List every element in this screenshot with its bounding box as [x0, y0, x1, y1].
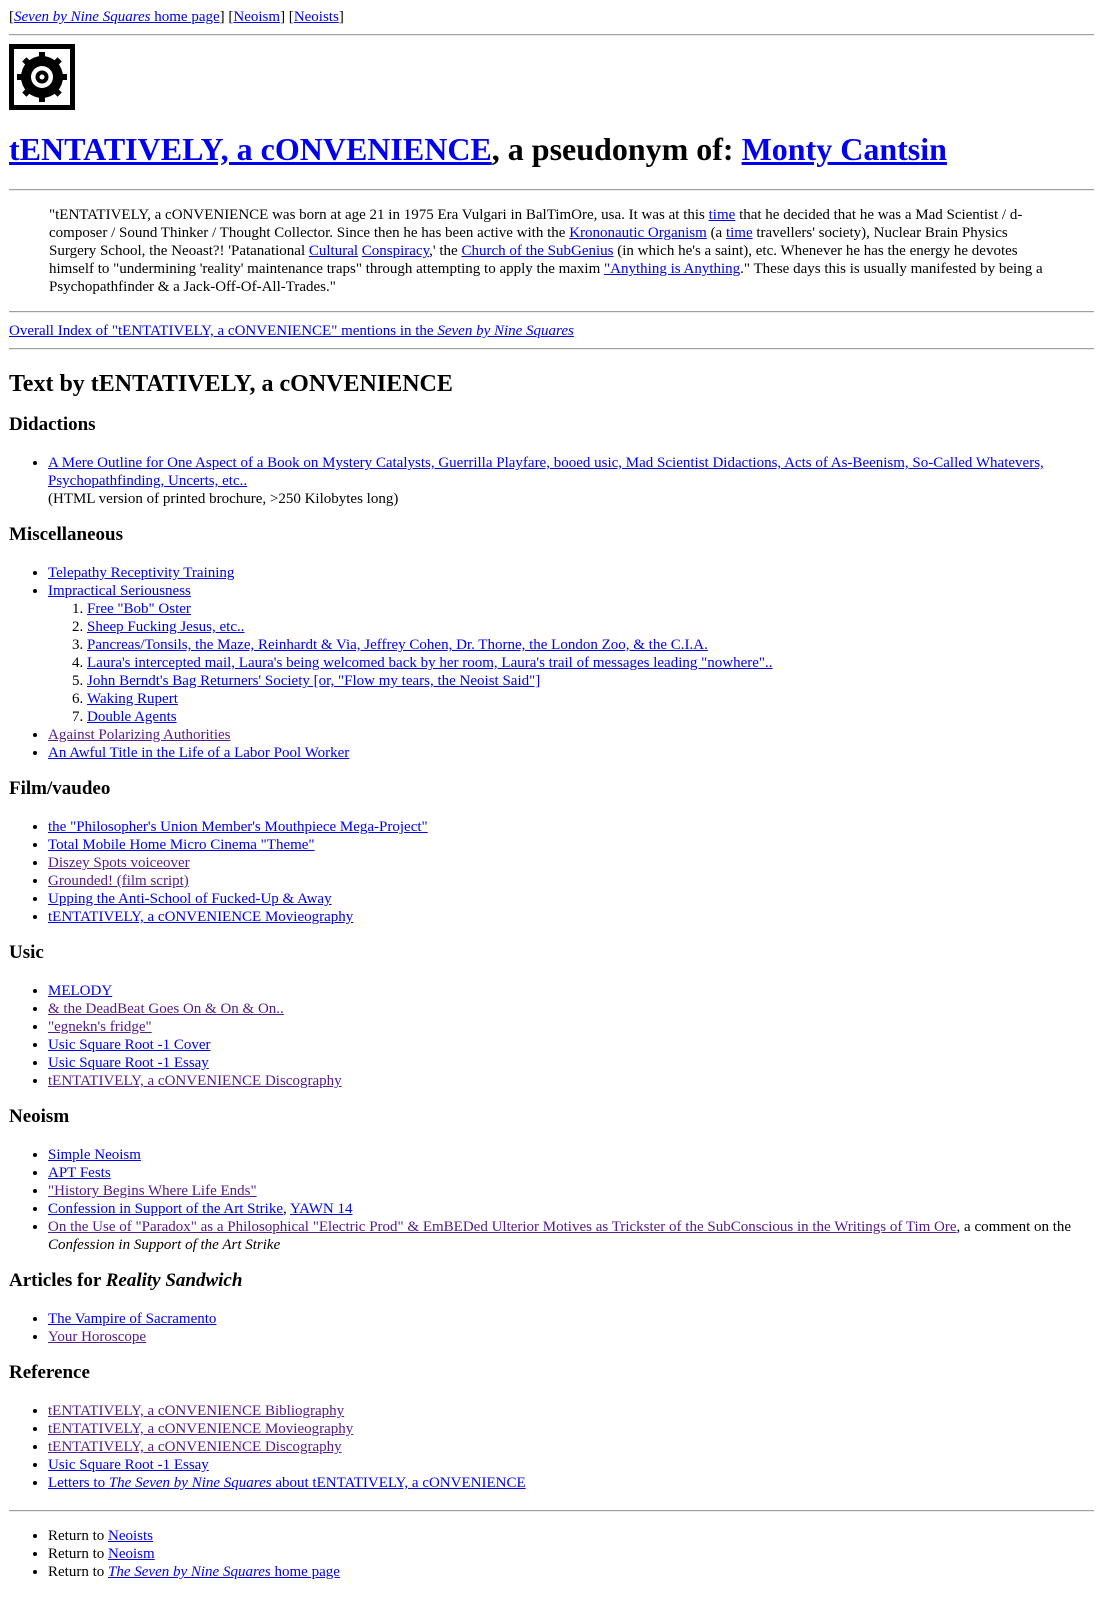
reference-link[interactable]: Usic Square Root -1 Essay [48, 1457, 209, 1473]
list-item [48, 836, 1094, 854]
list-item: • Return to Neoism [48, 1545, 1094, 1563]
usic-link[interactable]: tENTATIVELY, a cONVENIENCE Discography [48, 1073, 342, 1089]
usic-list [9, 982, 1094, 1090]
film-link[interactable]: Diszey Spots voiceover [48, 855, 190, 871]
divider [9, 348, 1094, 350]
usic-link[interactable]: MELODY [48, 983, 113, 999]
return-neoism-link[interactable]: Neoism [108, 1546, 155, 1562]
church-of-subgenius-link[interactable]: Church of the SubGenius [461, 243, 614, 259]
overall-index-link[interactable]: Overall Index of "tENTATIVELY, a cONVENIENCE" mentions in the Seven by Nine Squares [9, 323, 574, 339]
page-title: tENTATIVELY, a cONVENIENCE, a pseudonym of: Monty Cantsin [9, 131, 947, 167]
home-page-link[interactable]: Seven by Nine Squares home page [14, 9, 220, 25]
return-neoists-link[interactable]: Neoists [108, 1528, 153, 1544]
neoism-link[interactable]: Neoism [233, 9, 281, 25]
list-item [87, 672, 1094, 690]
miscellaneous-heading: Miscellaneous [9, 524, 123, 545]
bracket-text: [ [9, 9, 14, 25]
return-home-link[interactable]: The Seven by Nine Squares home page [108, 1564, 340, 1580]
monty-cantsin-link[interactable]: Monty Cantsin [741, 131, 947, 167]
list-item [48, 1420, 1094, 1438]
return-list [9, 1527, 1094, 1581]
reality-sandwich-heading: Articles for Reality Sandwich [9, 1270, 243, 1291]
list-item [48, 854, 1094, 872]
didactions-list [9, 454, 1094, 508]
list-item [48, 1054, 1094, 1072]
divider [9, 1510, 1094, 1512]
sub-link[interactable]: John Berndt's Bag Returners' Society [or, "Flow my tears, the Neoist Said"] [87, 673, 541, 689]
tentatively-title-link[interactable]: tENTATIVELY, a cONVENIENCE [9, 131, 492, 167]
film-link[interactable]: the "Philosopher's Union Member's Mouthpiece Mega-Project" [48, 819, 428, 835]
list-item [48, 872, 1094, 890]
reference-heading: Reference [9, 1362, 90, 1383]
circular-gear-icon [14, 49, 70, 105]
list-item [48, 908, 1094, 926]
yawn-14-link[interactable]: YAWN 14 [289, 1201, 353, 1217]
list-item [87, 636, 1094, 654]
list-item [48, 1474, 1094, 1492]
impractical-seriousness-link[interactable]: Impractical Seriousness [48, 583, 191, 599]
sub-link[interactable]: Sheep Fucking Jesus, etc.. [87, 619, 245, 635]
top-navigation: [Seven by Nine Squares home page] [Neoism] [Neoists] [9, 9, 344, 25]
logo-image [9, 44, 75, 110]
list-item [48, 744, 1094, 762]
list-item [48, 890, 1094, 908]
mere-outline-link[interactable]: A Mere Outline for One Aspect of a Book on Mystery Catalysts, Guerrilla Playfare, booed usic, Mad Scientist Didactions, Acts of As-Beenism, So-Called Whatevers, Psychopathfinding, Uncerts, etc.. [48, 455, 1044, 489]
simple-neoism-link[interactable]: Simple Neoism [48, 1147, 141, 1163]
usic-link[interactable]: Usic Square Root -1 Essay [48, 1055, 209, 1071]
list-item [48, 1182, 1094, 1200]
reference-link[interactable]: tENTATIVELY, a cONVENIENCE Bibliography [48, 1403, 345, 1419]
divider [9, 34, 1094, 36]
list-item [48, 1072, 1094, 1090]
list-item [48, 1402, 1094, 1420]
film-link[interactable]: Upping the Anti-School of Fucked-Up & Away [48, 891, 332, 907]
list-item [48, 1310, 1094, 1328]
time-link[interactable]: time [725, 225, 753, 241]
brochure-note: (HTML version of printed brochure, >250 Kilobytes long) [48, 491, 399, 507]
overall-index [9, 322, 1094, 340]
list-item [48, 582, 1094, 726]
reference-list [9, 1402, 1094, 1492]
sub-link[interactable]: Pancreas/Tonsils, the Maze, Reinhardt & Via, Jeffrey Cohen, Dr. Thorne, the London Zoo, & the C.I.A. [87, 637, 708, 653]
sub-link[interactable]: Free "Bob" Oster [87, 601, 191, 617]
against-polarizing-link[interactable]: Against Polarizing Authorities [48, 727, 231, 743]
film-link[interactable]: Total Mobile Home Micro Cinema "Theme" [48, 837, 315, 853]
neoism-list [9, 1146, 1094, 1254]
krononautic-organism-link[interactable]: Krononautic Organism [569, 225, 707, 241]
list-item [87, 618, 1094, 636]
list-item: • Return to The Seven by Nine Squares home page [48, 1563, 1094, 1581]
list-item [48, 1164, 1094, 1182]
reference-link[interactable]: tENTATIVELY, a cONVENIENCE Discography [48, 1439, 342, 1455]
list-item [48, 982, 1094, 1000]
film-list [9, 818, 1094, 926]
footer [9, 1527, 1094, 1581]
text-section-heading: Text by tENTATIVELY, a cONVENIENCE [9, 371, 453, 397]
list-item: • Confession in Support of the Art Strike, YAWN 14 [48, 1200, 1094, 1218]
cultural-link[interactable]: Cultural [308, 243, 359, 259]
list-item: • Return to Neoists [48, 1527, 1094, 1545]
film-link[interactable]: Grounded! (film script) [48, 873, 189, 889]
list-item [87, 600, 1094, 618]
reality-sandwich-list [9, 1310, 1094, 1346]
list-item [48, 1146, 1094, 1164]
neoism-heading: Neoism [9, 1106, 70, 1127]
usic-link[interactable]: & the DeadBeat Goes On & On & On.. [48, 1001, 284, 1017]
list-item [48, 564, 1094, 582]
usic-link[interactable]: Usic Square Root -1 Cover [48, 1037, 211, 1053]
history-begins-link[interactable]: "History Begins Where Life Ends" [48, 1183, 257, 1199]
biography-quote: "tENTATIVELY, a cONVENIENCE was born at age 21 in 1975 Era Vulgari in BalTimOre, usa. It was at this time that he decided that he was a Mad Scientist / d-composer / Sound Thinker / Thought Collector. Since then he has been active with the Krononautic Organism (a time travellers' society), Nuclear Brain Physics Surgery School, the Neoast?! 'Patanational Cultural Conspiracy,' the Church of the SubGenius (in which he's a saint), etc. Whenever he has the energy he devotes himself to "undermining 'reality' maintenance traps" through attempting to apply the maxim "Anything is Anything." These days this is usually manifested by being a Psychopathfinder & a Jack-Off-Of-All-Trades." [49, 207, 1043, 295]
time-link[interactable]: time [708, 207, 736, 223]
divider [9, 311, 1094, 313]
reference-link[interactable]: tENTATIVELY, a cONVENIENCE Movieography [48, 1421, 354, 1437]
conspiracy-link[interactable]: Conspiracy [361, 243, 430, 259]
paradox-link[interactable]: On the Use of "Paradox" as a Philosophical "Electric Prod" & EmBEDed Ulterior Motives as Trickster of the SubConscious in the Writings of Tim Ore [48, 1219, 957, 1235]
miscellaneous-list [9, 564, 1094, 762]
anything-is-anything-link[interactable]: "Anything is Anything [604, 261, 741, 277]
list-item [48, 726, 1094, 744]
telepathy-link[interactable]: Telepathy Receptivity Training [48, 565, 235, 581]
divider [9, 189, 1094, 191]
vampire-link[interactable]: The Vampire of Sacramento [48, 1311, 217, 1327]
usic-heading: Usic [9, 942, 44, 963]
letters-link[interactable]: Letters to The Seven by Nine Squares about tENTATIVELY, a cONVENIENCE [48, 1475, 526, 1491]
list-item [48, 1438, 1094, 1456]
horoscope-link[interactable]: Your Horoscope [48, 1329, 147, 1345]
list-item [87, 690, 1094, 708]
film-link[interactable]: tENTATIVELY, a cONVENIENCE Movieography [48, 909, 354, 925]
list-item [48, 1018, 1094, 1036]
apt-fests-link[interactable]: APT Fests [48, 1165, 111, 1181]
list-item [48, 1036, 1094, 1054]
neoists-link[interactable]: Neoists [293, 9, 339, 25]
list-item [48, 1456, 1094, 1474]
usic-link[interactable]: "egnekn's fridge" [48, 1019, 152, 1035]
list-item [48, 1000, 1094, 1018]
list-item: • On the Use of "Paradox" as a Philosophical "Electric Prod" & EmBEDed Ulterior Motives as Trickster of the SubConscious in the Writings of Tim Ore, a comment on the Confession in Support of the Art Strike [48, 1218, 1094, 1254]
sub-link[interactable]: Double Agents [87, 709, 177, 725]
list-item [87, 708, 1094, 726]
sub-link[interactable]: Laura's intercepted mail, Laura's being welcomed back by her room, Laura's trail of messages leading "nowhere".. [87, 655, 773, 671]
list-item [87, 654, 1094, 672]
film-heading: Film/vaudeo [9, 778, 111, 799]
confession-link[interactable]: Confession in Support of the Art Strike [48, 1201, 283, 1217]
awful-title-link[interactable]: An Awful Title in the Life of a Labor Pool Worker [48, 745, 350, 761]
impractical-sublist [48, 600, 1094, 726]
list-item [48, 454, 1094, 508]
list-item [48, 1328, 1094, 1346]
list-item [48, 818, 1094, 836]
sub-link[interactable]: Waking Rupert [87, 691, 178, 707]
didactions-heading: Didactions [9, 414, 96, 435]
